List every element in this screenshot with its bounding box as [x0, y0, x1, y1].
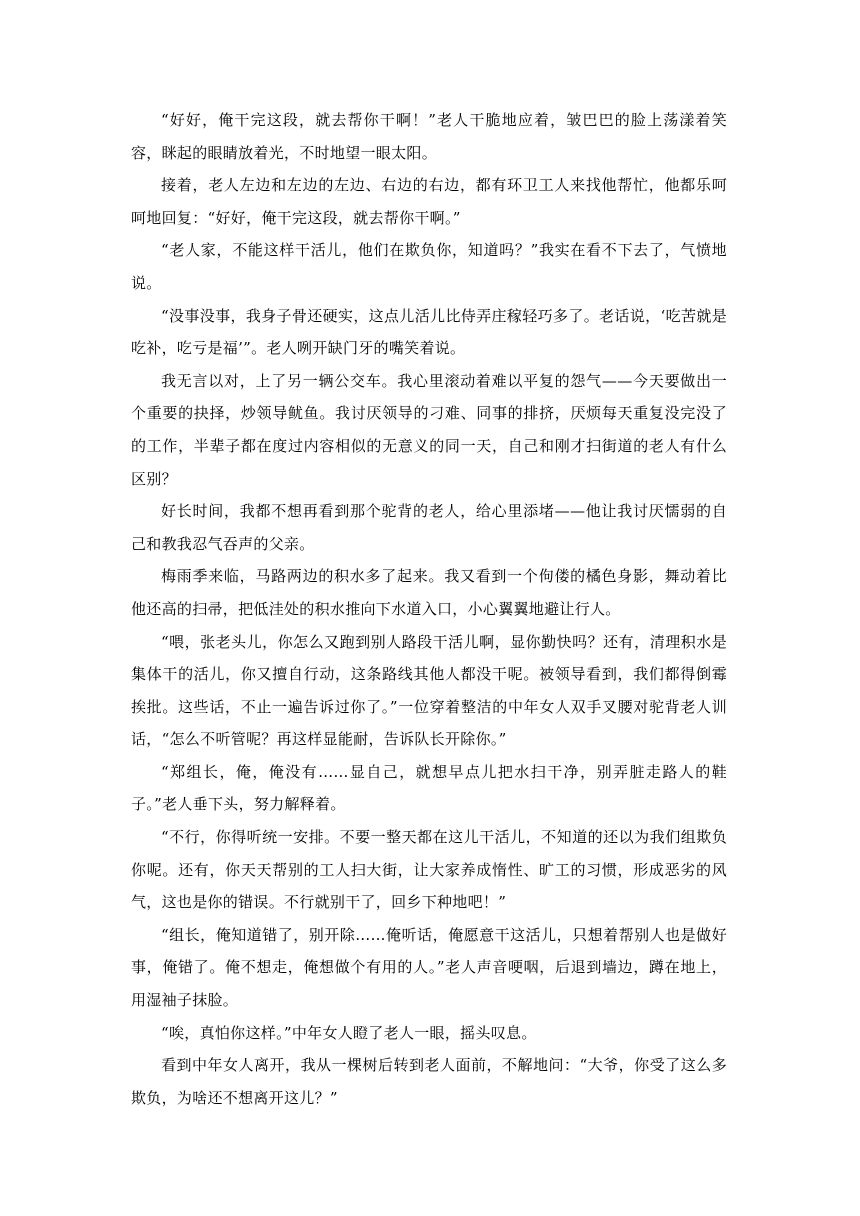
document-page	[131, 104, 727, 1114]
paragraph: 接着，老人左边和左边的左边、右边的右边，都有环卫工人来找他帮忙，他都乐呵呵地回复：“好好，俺干完这段，就去帮你干啊。”	[131, 176, 727, 227]
paragraph: “郑组长，俺，俺没有……显自己，就想早点儿把水扫干净，别弄脏走路人的鞋子。”老人垂下头，努力解释着。	[131, 762, 727, 814]
paragraph: 看到中年女人离开，我从一棵树后转到老人面前，不解地问：“大爷，你受了这么多欺负，为啥还不想离开这儿？”	[131, 1056, 727, 1107]
paragraph: “组长，俺知道错了，别开除……俺听话，俺愿意干这活儿，只想着帮别人也是做好事，俺错了。俺不想走，俺想做个有用的人。”老人声音哽咽，后退到墙边，蹲在地上，用湿袖子抹脸。	[131, 925, 727, 1010]
paragraph: 我无言以对，上了另一辆公交车。我心里滚动着难以平复的怨气——今天要做出一个重要的抉择，炒领导鱿鱼。我讨厌领导的刁难、同事的排挤，厌烦每天重复没完没了的工作，半辈子都在度过内容相似的无意义的同一天，自己和刚才扫街道的老人有什么区别？	[131, 371, 727, 488]
paragraph: “不行，你得听统一安排。不要一整天都在这儿干活儿，不知道的还以为我们组欺负你呢。还有，你天天帮别的工人扫大街，让大家养成惰性、旷工的习惯，形成恶劣的风气，这也是你的错误。不行就别干了，回乡下种地吧！”	[131, 828, 727, 912]
paragraph: “老人家，不能这样干活儿，他们在欺负你，知道吗？”我实在看不下去了，气愤地说。	[131, 241, 727, 292]
paragraph: “喂，张老头儿，你怎么又跑到别人路段干活儿啊，显你勤快吗？还有，清理积水是集体干的活儿，你又擅自行动，这条路线其他人都没干呢。被领导看到，我们都得倒霉挨批。这些话，不止一遍告诉过你了。”一位穿着整洁的中年女人双手叉腰对驼背老人训话，“怎么不听管呢？再这样显能耐，告诉队长开除你。”	[131, 632, 727, 749]
paragraph: 好长时间，我都不想再看到那个驼背的老人，给心里添堵——他让我讨厌懦弱的自己和教我忍气吞声的父亲。	[131, 502, 727, 553]
paragraph: “没事没事，我身子骨还硬实，这点儿活儿比侍弄庄稼轻巧多了。老话说，‘吃苦就是吃补，吃亏是福’”。老人咧开缺门牙的嘴笑着说。	[131, 306, 727, 358]
paragraph: 梅雨季来临，马路两边的积水多了起来。我又看到一个佝偻的橘色身影，舞动着比他还高的扫帚，把低洼处的积水推向下水道入口，小心翼翼地避让行人。	[131, 567, 727, 618]
paragraph: “好好，俺干完这段，就去帮你干啊！”老人干脆地应着，皱巴巴的脸上荡漾着笑容，眯起的眼睛放着光，不时地望一眼太阳。	[131, 111, 727, 162]
paragraph: “唉，真怕你这样。”中年女人瞪了老人一眼，摇头叹息。	[161, 1023, 537, 1042]
